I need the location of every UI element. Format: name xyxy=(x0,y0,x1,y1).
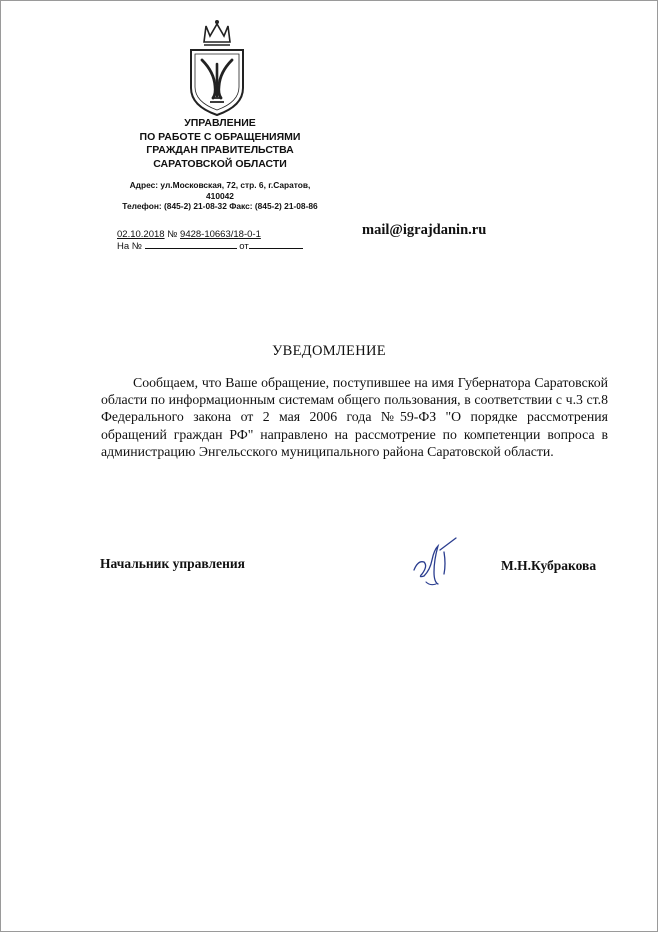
signatory-name: М.Н.Кубракова xyxy=(501,558,597,573)
reply-date-label: от xyxy=(239,241,249,252)
org-line: УПРАВЛЕНИЕ xyxy=(184,117,256,129)
org-line: ГРАЖДАН ПРАВИТЕЛЬСТВА xyxy=(146,144,294,156)
saratov-coat-of-arms-icon xyxy=(186,18,248,118)
recipient-email: mail@igrajdanin.ru xyxy=(362,222,487,238)
registration-date: 02.10.2018 xyxy=(117,229,165,240)
registration-number-prefix: № xyxy=(167,229,178,240)
notice-heading: УВЕДОМЛЕНИЕ xyxy=(272,343,386,359)
reply-date-blank xyxy=(249,240,303,249)
org-line: ПО РАБОТЕ С ОБРАЩЕНИЯМИ xyxy=(139,130,301,143)
org-address xyxy=(104,180,336,212)
organization-name xyxy=(108,117,332,171)
address-line: Телефон: (845-2) 21-08-32 Факс: (845-2) 21-08-86 xyxy=(122,201,318,212)
notice-body: Сообщаем, что Ваше обращение, поступившее на имя Губернатора Саратовской области по информационным системам общего пользования, в соответствии с ч.3 ст.8 Федерального закона от 2 мая 2006 года №59-ФЗ "О порядке рассмотрения обращений граждан РФ" направлено на рассмотрение по компетенции вопроса в администрацию Энгельсского муниципального района Саратовской области. xyxy=(101,375,608,459)
address-line: Адрес: ул.Московская, 72, стр. 6, г.Саратов, xyxy=(129,180,311,190)
reply-number-label: На № xyxy=(117,241,142,252)
org-line: САРАТОВСКОЙ ОБЛАСТИ xyxy=(153,157,287,170)
registration-block xyxy=(117,229,303,252)
reply-number-blank xyxy=(145,240,237,249)
handwritten-signature xyxy=(404,530,466,592)
address-line: 410042 xyxy=(206,190,234,201)
signatory-position: Начальник управления xyxy=(100,556,245,571)
registration-number: 9428-10663/18-0-1 xyxy=(180,229,261,240)
